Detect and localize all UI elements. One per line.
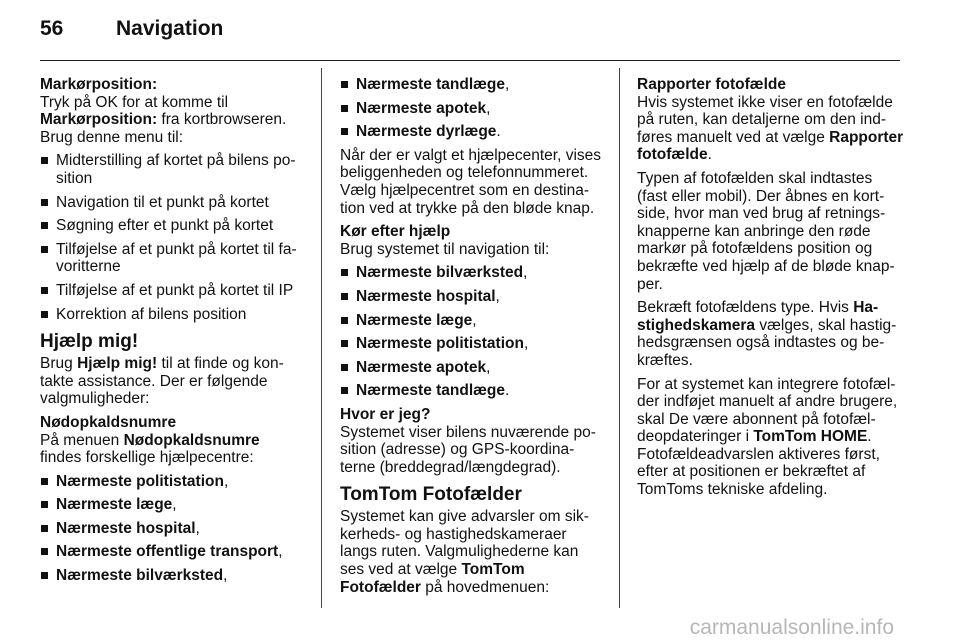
list-item: Nærmeste apotek, <box>340 359 606 377</box>
list-item: Nærmeste politistation, <box>40 473 305 491</box>
list-item: Søgning efter et punkt på kortet <box>40 217 305 235</box>
help-centres-list <box>40 473 305 585</box>
list-item: Tilføjelse af et punkt på kortet til IP <box>40 282 305 300</box>
list-item: Midterstilling af kortet på bilens po-sition <box>40 152 305 187</box>
section-title: Navigation <box>116 17 224 40</box>
list-item: Nærmeste apotek, <box>340 100 606 118</box>
column-divider-1 <box>321 68 322 608</box>
list-item: Nærmeste læge, <box>340 312 606 330</box>
where-am-i-paragraph: Systemet viser bilens nuværende po-sition (adresse) og GPS-koordina-terne (breddegrad/længdegrad). <box>340 423 596 476</box>
selection-paragraph: Når der er valgt et hjælpecenter, vises beliggenheden og telefonnummeret. Vælg hjælpecentret som en destina-tion ved at trykke på den bløde knap. <box>340 146 602 217</box>
list-item: Nærmeste bilværksted, <box>40 567 305 585</box>
column-2 <box>340 76 606 602</box>
cursor-position-paragraph: Markørposition: Tryk på OK for at komme til Markørposition: fra kortbrowseren. Brug denne menu til: <box>40 76 287 146</box>
column-1 <box>40 76 305 591</box>
list-item: Nærmeste tandlæge. <box>340 382 606 400</box>
list-item: Nærmeste hospital, <box>40 520 305 538</box>
page-number: 56 <box>40 17 64 40</box>
watermark: carmanualsonline.info <box>689 616 894 639</box>
emergency-paragraph: På menuen Nødopkaldsnumre findes forskellige hjælpecentre: <box>40 431 260 467</box>
page-header <box>40 17 223 53</box>
list-item: Nærmeste bilværksted, <box>340 264 606 282</box>
where-am-i-subheading: Hvor er jeg? <box>340 405 431 423</box>
list-item: Korrektion af bilens position <box>40 306 305 324</box>
list-item: Nærmeste offentlige transport, <box>40 543 305 561</box>
report-camera-paragraph: Hvis systemet ikke viser en fotofælde på ruten, kan detaljerne om den ind-føres manuelt ved at vælge Rapporter fotofælde. <box>637 93 904 164</box>
help-paragraph: Brug Hjælp mig! til at finde og kon-takte assistance. Der er følgende valgmuligheder: <box>40 355 284 408</box>
speed-cameras-paragraph: Systemet kan give advarsler om sik-kerheds- og hastighedskameraer langs ruten. Valgmulighederne kan ses ved at vælge TomTom Fotofælder på hovedmenuen: <box>340 508 589 596</box>
navigation-targets-list <box>340 264 606 400</box>
column-3 <box>637 76 904 505</box>
report-camera-subheading: Rapporter fotofælde <box>637 76 786 93</box>
list-item: Nærmeste læge, <box>40 496 305 514</box>
speed-cameras-heading: TomTom Fotofælder <box>340 484 522 506</box>
emergency-numbers-subheading: Nødopkaldsnumre <box>40 413 177 431</box>
list-item: Nærmeste hospital, <box>340 288 606 306</box>
list-item: Navigation til et punkt på kortet <box>40 194 305 212</box>
confirm-type-paragraph: Bekræft fotofældens type. Hvis Ha-stighedskamera vælges, skal hastig-hedsgrænsen også indtastes og be-kræftes. <box>637 299 897 369</box>
list-item: Tilføjelse af et punkt på kortet til fa-voritterne <box>40 241 305 276</box>
camera-type-paragraph: Typen af fotofælden skal indtastes (fast eller mobil). Der åbnes en kort-side, hvor man ved brug af retnings-knapperne kan anbringe den røde markør på fotofældens position og bekræfte ved hjælp af de bløde knap-per. <box>637 169 895 293</box>
help-centres-list-cont <box>340 76 606 141</box>
list-item: Nærmeste tandlæge, <box>340 76 606 94</box>
menu-options-list <box>40 152 305 323</box>
help-heading: Hjælp mig! <box>40 331 139 353</box>
list-item: Nærmeste politistation, <box>340 335 606 353</box>
column-divider-2 <box>619 68 620 608</box>
integration-paragraph: For at systemet kan integrere fotofæl-der indføjet manuelt af andre brugere, skal De være abonnent på fotofæl-deopdateringer i TomTom HOME. Fotofældeadvarslen aktiveres først, efter at positionen er bekræftet af TomToms tekniske afdeling. <box>637 375 898 499</box>
navigation-intro: Brug systemet til navigation til: <box>340 240 550 258</box>
header-rule <box>40 60 900 61</box>
drive-to-help-subheading: Kør efter hjælp <box>340 223 451 241</box>
list-item: Nærmeste dyrlæge. <box>340 123 606 141</box>
